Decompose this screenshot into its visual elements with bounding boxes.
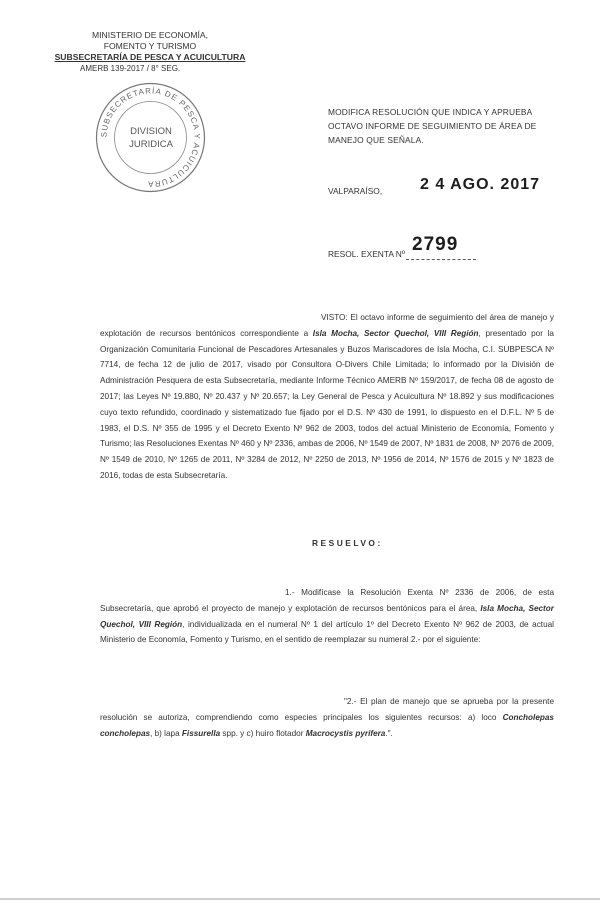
resolution-number-line bbox=[328, 234, 459, 259]
ministry-name-line2: FOMENTO Y TURISMO bbox=[103, 41, 197, 51]
seal-center-line2: JURIDICA bbox=[129, 139, 173, 150]
letterhead bbox=[50, 30, 250, 74]
visto-text-1: VISTO: El octavo informe de seguimiento del área de manejo y explotación de recursos bentónicos correspondiente a bbox=[100, 313, 554, 338]
visto-paragraph bbox=[100, 310, 554, 484]
visto-area-name: Isla Mocha, Sector Quechol, VIII Región bbox=[312, 328, 479, 338]
division-juridica-seal bbox=[93, 80, 208, 195]
resolution-number-underline bbox=[406, 259, 476, 260]
article-1-paragraph bbox=[100, 585, 554, 648]
date-stamp: 2 4 AGO. 2017 bbox=[420, 176, 541, 193]
species-lapa: Fissurella bbox=[181, 728, 221, 738]
resolution-number: 2799 bbox=[412, 234, 459, 255]
resuelvo-heading: RESUELVO: bbox=[312, 538, 383, 548]
resolution-label: RESOL. EXENTA Nº bbox=[328, 249, 405, 259]
article-2-text-2: , b) lapa bbox=[150, 728, 182, 738]
article-2-text-1: "2.- El plan de manejo que se aprueba por la presente resolución se autoriza, comprendiendo como especies principales los siguientes recursos: a) loco bbox=[100, 697, 554, 722]
subsecretaria-name: SUBSECRETARÍA DE PESCA Y ACUICULTURA bbox=[54, 52, 246, 62]
article-2-paragraph bbox=[100, 694, 554, 741]
article-2-text-4: .". bbox=[385, 728, 393, 738]
visto-text-2: , presentado por la Organización Comunitaria Funcional de Pescadores Artesanales y Buzos Mariscadores de Isla Mocha, C.I. SUBPESCA Nº 7714, de fecha 12 de julio de 2017, visado por Consultora O-Divers Chile Limitada; lo informado por la División de Administración Pesquera de esta Subsecretaría, mediante Informe Técnico AMERB Nº 159/2017, de fecha 08 de agosto de 2017; las Leyes Nº 19.880, Nº 20.437 y Nº 20.657; la Ley General de Pesca y Acuicultura Nº 18.892 y sus modificaciones cuyo texto refundido, coordinado y sistematizado fue fijado por el D.S. Nº 430 de 1991, lo dispuesto en el D.F.L. Nº 5 de 1983, el D.S. Nº 355 de 1995 y el Decreto Exento Nº 962 de 2003, todos del actual Ministerio de Economía, Fomento y Turismo; las Resoluciones Exentas Nº 460 y Nº 2336, ambas de 2006, Nº 1549 de 2007, Nº 1831 de 2008, Nº 2076 de 2009, Nº 1549 de 2010, Nº 1265 de 2011, Nº 3284 de 2012, Nº 2250 de 2013, Nº 1956 de 2014, Nº 1576 de 2015 y Nº 1823 de 2016, todas de esta Subsecretaría. bbox=[100, 328, 554, 480]
place-label: VALPARAÍSO, bbox=[328, 186, 383, 196]
ministry-name-line1: MINISTERIO DE ECONOMÍA, bbox=[91, 30, 209, 40]
article-1-text-1: 1.- Modifícase la Resolución Exenta Nº 2336 de 2006, de esta Subsecretaría, que aprobó el proyecto de manejo y explotación de recursos bentónicos para el área, bbox=[100, 588, 554, 613]
article-1-text-2: , individualizada en el numeral Nº 1 del artículo 1º del Decreto Exento Nº 962 de 2003, de actual Ministerio de Economía, Fomento y Turismo, en el sentido de reemplazar su numeral 2.- por el siguiente: bbox=[100, 619, 555, 645]
date-line bbox=[328, 176, 541, 196]
article-2-text-3: spp. y c) huiro flotador bbox=[220, 728, 306, 738]
article-1-area-name: Isla Mocha, Sector Quechol, VIII Región bbox=[100, 603, 554, 629]
scan-edge-line bbox=[0, 898, 600, 900]
species-huiro: Macrocystis pyrifera bbox=[305, 728, 386, 738]
seal-ring-text: SUBSECRETARÍA DE PESCA Y ACUICULTURA bbox=[99, 86, 202, 189]
document-subject: MODIFICA RESOLUCIÓN QUE INDICA Y APRUEBA OCTAVO INFORME DE SEGUIMIENTO DE ÁREA DE MANEJO QUE SEÑALA. bbox=[328, 107, 537, 145]
reference-code: AMERB 139-2017 / 8° SEG. bbox=[80, 64, 181, 73]
seal-center-line1: DIVISION bbox=[130, 126, 172, 137]
species-loco: Concholepas concholepas bbox=[100, 712, 554, 738]
